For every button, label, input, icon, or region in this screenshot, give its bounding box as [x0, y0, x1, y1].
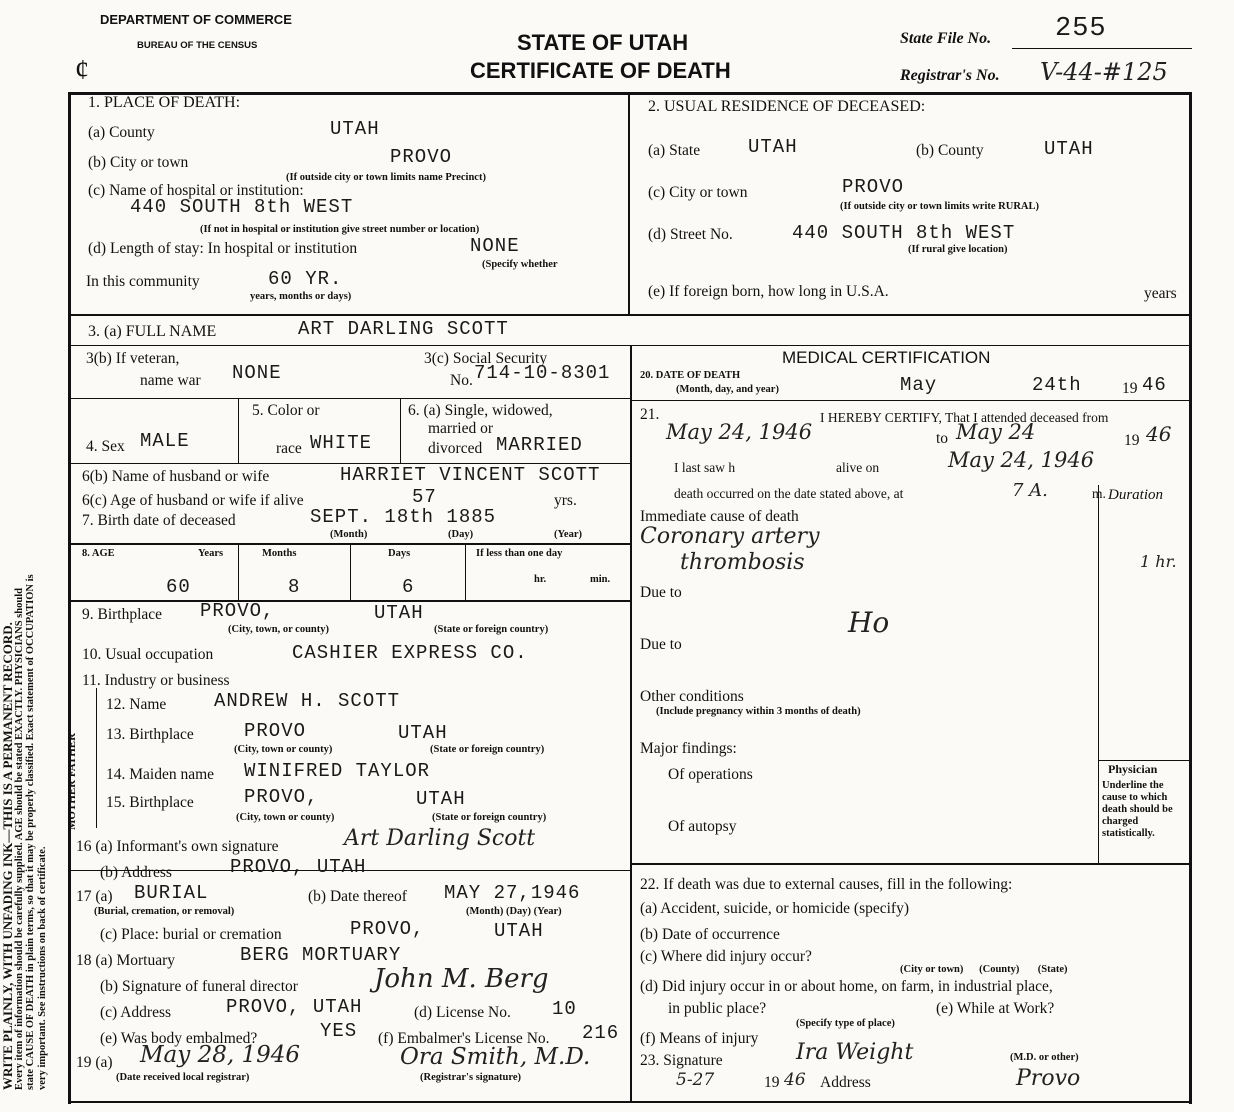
margin-instructions	[2, 110, 48, 1090]
certificate-title: CERTIFICATE OF DEATH	[470, 58, 731, 83]
major-findings-label: Major findings:	[640, 740, 737, 757]
father-name-value: ANDREW H. SCOTT	[214, 690, 401, 712]
ssn-label-1: 3(c) Social Security	[424, 350, 548, 367]
place-hospital-label: (c) Name of hospital or institution:	[88, 182, 304, 199]
external-e: (e) While at Work?	[936, 1000, 1055, 1017]
immediate-cause-value-2: thrombosis	[680, 550, 805, 575]
age-label: 8. AGE	[82, 548, 115, 559]
physician-box-text: Underline the cause to which death should be charged statistically.	[1102, 780, 1173, 839]
place-city-note: (If outside city or town limits name Precinct)	[286, 172, 486, 183]
fullname-value: ART DARLING SCOTT	[298, 318, 509, 340]
external-d: (d) Did injury occur in or about home, on farm, in industrial place,	[640, 978, 1053, 995]
residence-city-value: PROVO	[842, 176, 905, 198]
father-bp-city-note: (City, town or county)	[234, 744, 333, 755]
registrar-signature: Ora Smith, M.D.	[400, 1044, 591, 1070]
margin-mark: ¢	[75, 55, 89, 86]
mortuary-address-label: (c) Address	[100, 1004, 172, 1021]
place-city-label: (b) City or town	[88, 154, 189, 171]
residence-state-value: UTAH	[748, 136, 798, 158]
spouse-age-label: 6(c) Age of husband or wife if alive	[82, 492, 304, 509]
external-d2: in public place?	[668, 1000, 767, 1017]
mother-bp-city-note: (City, town or county)	[236, 812, 335, 823]
dod-label-1: 20. DATE OF DEATH	[640, 370, 741, 381]
certify-text: I HEREBY CERTIFY, That I attended deceased from	[820, 410, 1109, 425]
mother-name-label: 14. Maiden name	[106, 766, 215, 783]
immediate-cause-value: Coronary artery	[640, 524, 820, 549]
autopsy-label: Of autopsy	[668, 818, 737, 835]
age-years-label: Years	[198, 548, 224, 559]
birth-year-note: (Year)	[554, 529, 582, 540]
license-value: 10	[552, 998, 577, 1020]
birthdate-label: 7. Birth date of deceased	[82, 512, 236, 529]
residence-heading: 2. USUAL RESIDENCE OF DECEASED:	[648, 98, 926, 115]
birthdate-value: SEPT. 18th 1885	[310, 506, 497, 528]
embalmed-value: YES	[320, 1020, 358, 1042]
industry-label: 11. Industry or business	[82, 672, 230, 689]
dod-label-2: (Month, day, and year)	[676, 384, 779, 395]
age-days-value: 6	[402, 576, 415, 598]
mortuary-label: 18 (a) Mortuary	[76, 952, 175, 969]
registrar-number: V-44-#125	[1040, 58, 1168, 86]
informant-signature: Art Darling Scott	[344, 826, 536, 851]
operations-label: Of operations	[668, 766, 753, 783]
mother-birthplace-label: 15. Birthplace	[106, 794, 194, 811]
place-community-label: In this community	[86, 273, 200, 290]
margin-line-1: Every item of information should be carefully supplied. AGE should be stated EXACTLY. PHYSICIANS should	[13, 588, 25, 1090]
external-f: (f) Means of injury	[640, 1030, 759, 1047]
birthplace-city-value: PROVO,	[200, 600, 275, 622]
embalmed-label: (e) Was body embalmed?	[100, 1030, 258, 1047]
attended-to: May 24	[956, 420, 1036, 444]
dod-month: May	[900, 374, 938, 396]
informant-sig-label: 16 (a) Informant's own signature	[76, 838, 279, 855]
immediate-duration: 1 hr.	[1140, 552, 1177, 571]
received-note: (Date received local registrar)	[116, 1072, 250, 1083]
color-value: WHITE	[310, 432, 373, 454]
age-months-label: Months	[262, 548, 297, 559]
cert-num: 21.	[640, 406, 660, 423]
signature-date-year: 46	[784, 1070, 806, 1090]
color-label-1: 5. Color or	[252, 402, 320, 419]
attended-to-word: to	[936, 430, 949, 447]
place-stay-label: (d) Length of stay: In hospital or institution	[88, 240, 358, 257]
mother-birthplace-state: UTAH	[416, 788, 466, 810]
burial-place-city: PROVO,	[350, 918, 425, 940]
external-b: (b) Date of occurrence	[640, 926, 780, 943]
father-name-label: 12. Name	[106, 696, 167, 713]
death-hour: 7 A.	[1012, 480, 1048, 501]
immediate-cause-label: Immediate cause of death	[640, 508, 799, 525]
veteran-label-2: name war	[140, 372, 201, 389]
external-c: (c) Where did injury occur?	[640, 948, 812, 965]
physician-address: Provo	[1016, 1066, 1081, 1091]
residence-state-label: (a) State	[648, 142, 701, 159]
place-community-value: 60 YR.	[268, 268, 343, 290]
place-hospital-note: (If not in hospital or institution give street number or location)	[200, 224, 480, 235]
residence-foreign-label: (e) If foreign born, how long in U.S.A.	[648, 283, 889, 300]
margin-line-2: state CAUSE OF DEATH in plain terms, so that it may be properly classified. Exact statement of OCCUPATION is	[25, 574, 36, 1090]
external-a: (a) Accident, suicide, or homicide (specify)	[640, 900, 909, 917]
birth-month-note: (Month)	[330, 529, 368, 540]
due-to-2-label: Due to	[640, 636, 682, 653]
dod-year: 46	[1142, 374, 1167, 396]
mother-birthplace-city: PROVO,	[244, 786, 319, 808]
physician-address-label: Address	[820, 1074, 871, 1091]
veteran-label-1: 3(b) If veteran,	[86, 350, 180, 367]
father-birthplace-label: 13. Birthplace	[106, 726, 194, 743]
birthplace-state-value: UTAH	[374, 602, 424, 624]
state-file-number: 255	[1055, 14, 1107, 44]
duration-label: Duration	[1108, 487, 1164, 503]
margin-line-3: very important. See instructions on back of certificate.	[36, 846, 48, 1090]
informant-address-value: PROVO, UTAH	[230, 856, 367, 878]
birth-day-note: (Day)	[448, 529, 474, 540]
m-label: m.	[1092, 486, 1106, 501]
due-to-1-label: Due to	[640, 584, 682, 601]
burial-type-note: (Burial, cremation, or removal)	[94, 906, 235, 917]
spouse-value: HARRIET VINCENT SCOTT	[340, 464, 601, 486]
physician-signature: Ira Weight	[796, 1040, 914, 1065]
age-lt-day-label: If less than one day	[476, 548, 563, 559]
physician-box-title: Physician	[1108, 762, 1158, 776]
state-file-label: State File No.	[900, 30, 992, 47]
attended-to-year: 46	[1146, 422, 1172, 446]
last-saw-label: I last saw h	[674, 460, 736, 475]
birthplace-state-note: (State or foreign country)	[434, 624, 549, 635]
place-county-value: UTAH	[330, 118, 380, 140]
state-title: STATE OF UTAH	[517, 30, 689, 55]
place-heading: 1. PLACE OF DEATH:	[88, 94, 241, 111]
signature-label: 23. Signature	[640, 1052, 723, 1069]
external-heading: 22. If death was due to external causes, fill in the following:	[640, 876, 1013, 893]
residence-street-value: 440 SOUTH 8th WEST	[792, 222, 1016, 244]
external-d-note: (Specify type of place)	[796, 1018, 895, 1029]
birthplace-label: 9. Birthplace	[82, 606, 163, 623]
mortuary-address-value: PROVO, UTAH	[226, 996, 363, 1018]
burial-date-label: (b) Date thereof	[308, 888, 407, 905]
last-saw-mid: alive on	[836, 460, 880, 475]
place-stay-note: (Specify whether	[482, 259, 558, 270]
fullname-label: 3. (a) FULL NAME	[88, 323, 217, 340]
spouse-age-value: 57	[412, 486, 437, 508]
last-saw-value: May 24, 1946	[948, 448, 1095, 472]
burial-num-label: 17 (a)	[76, 888, 113, 905]
dod-century: 19	[1122, 380, 1138, 397]
license-label: (d) License No.	[414, 1004, 511, 1021]
spouse-label: 6(b) Name of husband or wife	[82, 468, 270, 485]
residence-city-note: (If outside city or town limits write RURAL)	[840, 201, 1039, 212]
parents-vertical-label: MOTHER FATHER	[66, 732, 78, 830]
age-years-value: 60	[166, 576, 191, 598]
registrar-label: Registrar's No.	[900, 67, 1000, 84]
burial-date-value: MAY 27,1946	[444, 882, 581, 904]
burial-type: BURIAL	[134, 882, 209, 904]
director-signature: John M. Berg	[374, 964, 549, 994]
place-county-label: (a) County	[88, 124, 155, 141]
age-months-value: 8	[288, 576, 301, 598]
margin-line-4: WRITE PLAINLY, WITH UNFADING INK—THIS IS A PERMANENT RECORD.	[0, 622, 15, 1090]
age-hr-label: hr.	[534, 574, 547, 585]
place-stay-value: NONE	[470, 235, 520, 257]
other-conditions-note: (Include pregnancy within 3 months of death)	[656, 706, 861, 717]
residence-county-label: (b) County	[916, 142, 984, 159]
medical-heading: MEDICAL CERTIFICATION	[782, 348, 991, 367]
age-days-label: Days	[388, 548, 411, 559]
other-conditions-label: Other conditions	[640, 688, 744, 705]
signature-note: (M.D. or other)	[1010, 1052, 1079, 1063]
marital-value: MARRIED	[496, 434, 583, 456]
attended-from: May 24, 1946	[666, 420, 813, 444]
spouse-age-unit: yrs.	[554, 492, 577, 509]
father-birthplace-city: PROVO	[244, 720, 307, 742]
due-to-1-value: Ho	[848, 606, 890, 639]
informant-address-label: (b) Address	[100, 864, 172, 881]
occupation-value: CASHIER EXPRESS CO.	[292, 642, 528, 664]
death-occurred-label: death occurred on the date stated above, at	[674, 486, 904, 501]
marital-label-1: 6. (a) Single, widowed,	[408, 402, 553, 419]
residence-street-label: (d) Street No.	[648, 226, 733, 243]
residence-county-value: UTAH	[1044, 138, 1094, 160]
place-community-note: years, months or days)	[250, 291, 352, 302]
birthplace-city-note: (City, town, or county)	[228, 624, 330, 635]
embalmer-license-label: (f) Embalmer's License No.	[378, 1030, 550, 1047]
signature-date: 5-27	[676, 1070, 715, 1090]
age-min-label: min.	[590, 574, 611, 585]
registrar-sig-note: (Registrar's signature)	[420, 1072, 521, 1083]
mother-name-value: WINIFRED TAYLOR	[244, 760, 431, 782]
sex-label: 4. Sex	[86, 438, 125, 455]
sex-value: MALE	[140, 430, 190, 452]
place-city-value: PROVO	[390, 146, 453, 168]
color-label-2: race	[276, 440, 302, 457]
bureau-label: BUREAU OF THE CENSUS	[137, 40, 258, 51]
director-label: (b) Signature of funeral director	[100, 978, 298, 995]
attended-to-year-label: 19	[1124, 432, 1140, 449]
father-birthplace-state: UTAH	[398, 722, 448, 744]
ssn-value: 714-10-8301	[474, 362, 611, 384]
signature-date-century: 19	[764, 1074, 780, 1091]
mortuary-value: BERG MORTUARY	[240, 944, 402, 966]
marital-label-3: divorced	[428, 440, 483, 457]
occupation-label: 10. Usual occupation	[82, 646, 214, 663]
received-date: May 28, 1946	[140, 1042, 300, 1068]
registrar-row-label: 19 (a)	[76, 1054, 113, 1071]
burial-date-note: (Month) (Day) (Year)	[466, 906, 562, 917]
residence-street-note: (If rural give location)	[908, 244, 1008, 255]
burial-place-state: UTAH	[494, 920, 544, 942]
marital-label-2: married or	[428, 420, 493, 437]
residence-city-label: (c) City or town	[648, 184, 748, 201]
external-c-note: (City or town) (County) (State)	[900, 964, 1068, 975]
dod-day: 24th	[1032, 374, 1082, 396]
mother-bp-state-note: (State or foreign country)	[432, 812, 547, 823]
embalmer-license-value: 216	[582, 1022, 620, 1044]
residence-foreign-years: years	[1144, 285, 1177, 302]
veteran-value: NONE	[232, 362, 282, 384]
father-bp-state-note: (State or foreign country)	[430, 744, 545, 755]
burial-place-label: (c) Place: burial or cremation	[100, 926, 282, 943]
place-hospital-value: 440 SOUTH 8th WEST	[130, 196, 354, 218]
ssn-label-2: No.	[450, 372, 473, 389]
dept-label: DEPARTMENT OF COMMERCE	[100, 12, 292, 27]
